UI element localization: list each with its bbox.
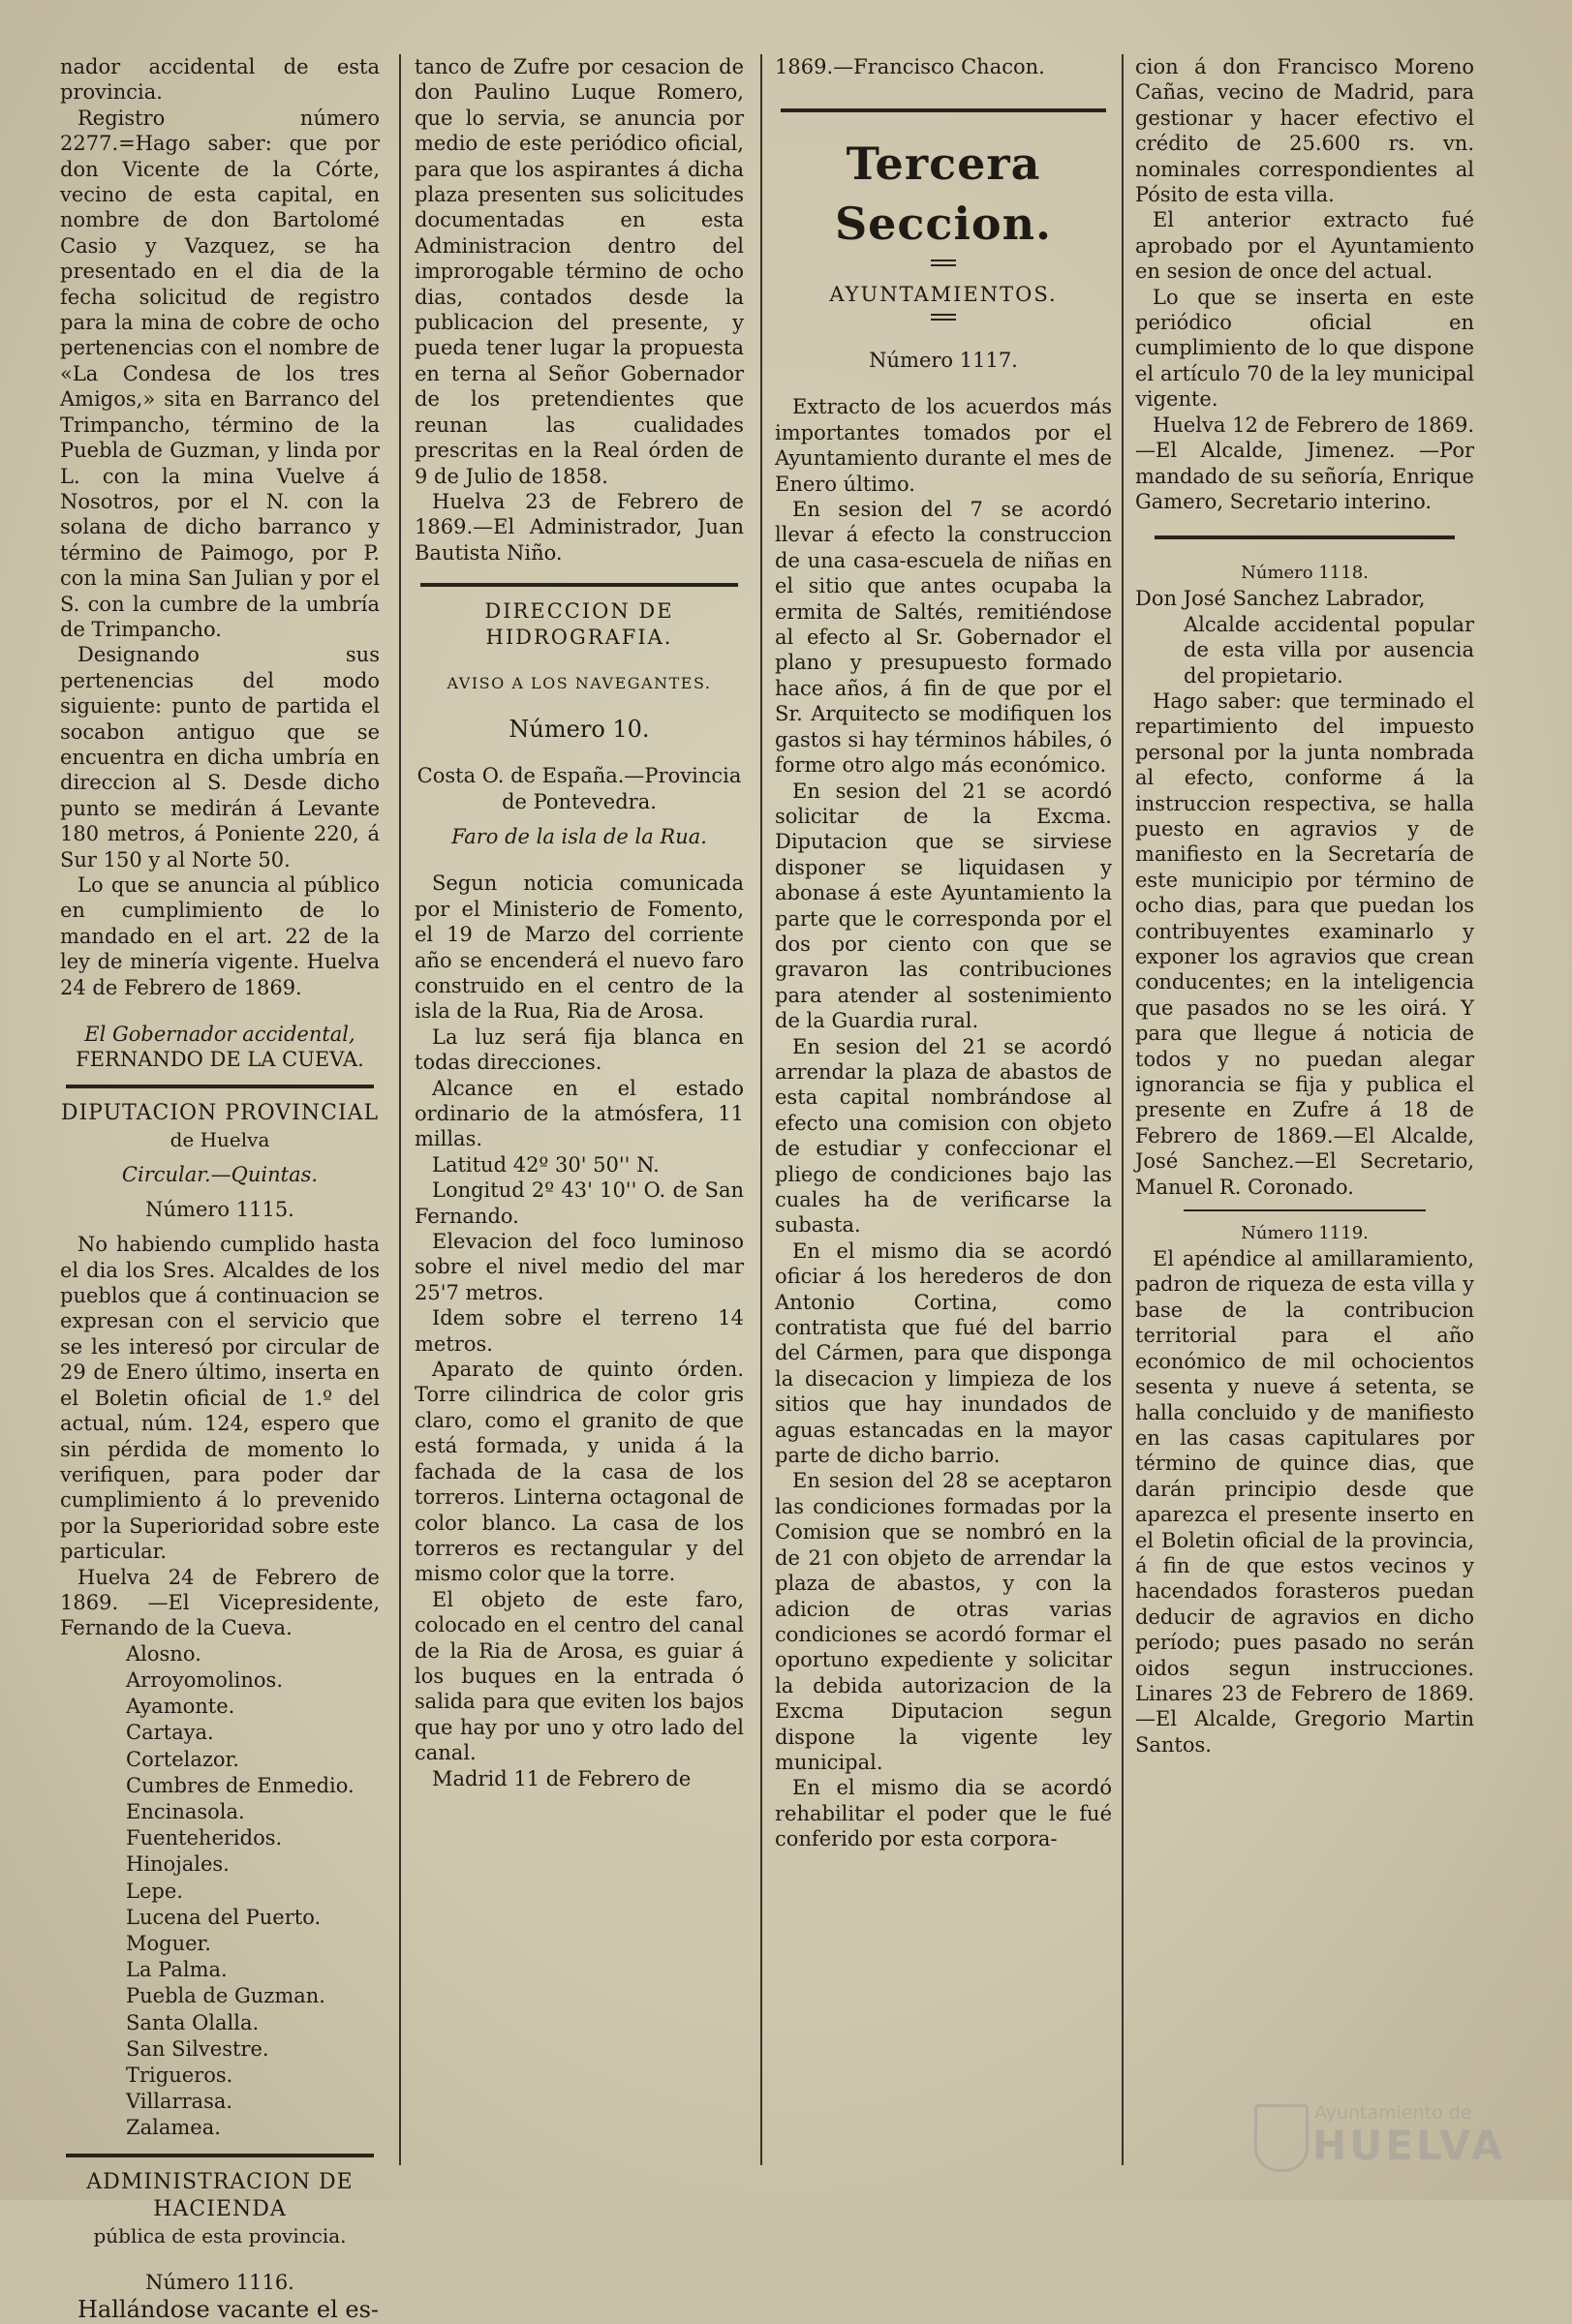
list-item: Santa Olalla. <box>126 2010 260 2034</box>
text-paragraph: Alcalde accidental popular de esta villa por ausencia del propietario. <box>1184 612 1474 688</box>
watermark-line: HUELVA <box>1312 2122 1506 2169</box>
section-subheading: Faro de la isla de la Rua. <box>451 824 707 848</box>
list-item: Fuenteheridos. <box>126 1826 283 1850</box>
list-item: Lucena del Puerto. <box>126 1905 322 1929</box>
list-item: Arroyomolinos. <box>126 1667 284 1692</box>
text-paragraph: En sesion del 7 se acordó llevar á efecto la construccion de una casa-escuela de niñas en el sitio que antes ocupaba la ermita de Saltés, remitiéndose al efecto al Sr. Gobernador el plano y presupuesto formado hace años, á fin de que por el Sr. Arquitecto se modifiquen los gastos si hay términos hábiles, ó forme otro algo más económico. <box>775 498 1112 778</box>
notice-number: Número 1115. <box>145 1198 294 1222</box>
section-rule <box>781 108 1106 112</box>
list-item: Encinasola. <box>126 1799 245 1823</box>
text-paragraph: Lo que se anuncia al público en cumplimiento de lo mandado en el art. 22 de la ley de minería vigente. Huelva 24 de Febrero de 1869. <box>60 873 380 999</box>
list-item: Lepe. <box>126 1879 183 1903</box>
text-paragraph: En el mismo dia se acordó oficiar á los herederos de don Antonio Cortina, como contratista que fué del barrio del Cármen, para que disponga la disecacion y limpieza de los sitios que hay inundados de aguas estancadas en la mayor parte de dicho barrio. <box>775 1238 1112 1468</box>
text-paragraph: El anterior extracto fué aprobado por el Ayuntamiento en sesion de once del actual. <box>1135 208 1474 284</box>
ornament-rule <box>931 314 956 321</box>
text-paragraph: Segun noticia comunicada por el Ministerio de Fomento, el 19 de Marzo del corriente año se encenderá el nuevo faro construido en el centro de la isla de la Rua, Ria de Arosa. <box>415 872 744 1024</box>
text-paragraph: En el mismo dia se acordó rehabilitar el poder que le fué conferido por esta corpora- <box>775 1776 1112 1851</box>
text-paragraph: Extracto de los acuerdos más importantes tomados por el Ayuntamiento durante el mes de Enero último. <box>775 395 1112 496</box>
list-item: Puebla de Guzman. <box>126 1984 325 2008</box>
list-item: Cartaya. <box>126 1721 214 1745</box>
section-heading: ADMINISTRACION DE HACIENDA <box>86 2169 354 2221</box>
notice-number: Número 1119. <box>1241 1223 1369 1244</box>
section-title: Tercera Seccion. <box>834 138 1053 251</box>
section-rule <box>420 583 738 587</box>
text-paragraph: tanco de Zufre por cesacion de don Paulino Luque Romero, que lo servia, se anuncia por medio de este periódico oficial, para que los aspirantes á dicha plaza presenten sus solicitudes documentadas en esta Administracion dentro del improrogable término de ocho dias, contados desde la publicacion del presente, y pueda tener lugar la propuesta en terna al Señor Gobernador de los pretendientes que reunan las cualidades prescritas en la Real órden de 9 de Julio de 1858. <box>415 55 744 488</box>
text-paragraph: Don José Sanchez Labrador, <box>1135 587 1426 611</box>
section-subheading: de Huelva <box>170 1127 270 1151</box>
column-divider <box>760 54 762 2165</box>
list-item: Cumbres de Enmedio. <box>126 1773 354 1797</box>
text-paragraph: Designando sus pertenencias del modo siguiente: punto de partida el socabon antiguo que se encuentra en dicha umbría en direccion al S. Desde dicho punto se medirán á Levante 180 metros, á Poniente 220, á Sur 150 y al Norte 50. <box>60 643 380 872</box>
column-3 <box>775 54 1112 2156</box>
section-subheading: Circular.—Quintas. <box>121 1162 319 1186</box>
section-heading: AYUNTAMIENTOS. <box>829 283 1058 307</box>
column-divider <box>1122 54 1124 2165</box>
text-paragraph: En sesion del 28 se aceptaron las condiciones formadas por la Comision que se nombró en la de 21 con objeto de arrendar la plaza de abastos, y con la adicion de otras varias condiciones se acordó formar el oportuno expediente y solicitar la debida autorizacion de la Excma Diputacion segun dispone la vigente ley municipal. <box>775 1469 1112 1774</box>
signature-name: FERNANDO DE LA CUEVA. <box>76 1048 364 1072</box>
notice-number: Número 1118. <box>1241 563 1369 584</box>
section-subheading: Costa O. de España.—Provincia de Pontevedra. <box>416 764 742 813</box>
column-divider <box>399 54 401 2165</box>
list-item: Cortelazor. <box>126 1747 239 1771</box>
list-item: Hinojales. <box>126 1852 230 1877</box>
text-paragraph: Hallándose vacante el es- <box>77 2295 380 2323</box>
list-item: Moguer. <box>126 1931 211 1955</box>
text-paragraph: Madrid 11 de Febrero de <box>432 1766 692 1790</box>
ornament-rule <box>931 260 956 266</box>
list-item: Villarrasa. <box>126 2090 233 2114</box>
notice-number: Número 1117. <box>869 349 1018 373</box>
text-paragraph: Aparato de quinto órden. Torre cilindrica de color gris claro, como el granito de que está formada, y unida á la fachada de la casa de los torreros. Linterna octagonal de color blanco. La casa de los torreros es rectangular y del mismo color que la torre. <box>415 1358 744 1586</box>
shield-icon <box>1254 2104 1309 2172</box>
text-paragraph: Registro número 2277.=Hago saber: que por don Vicente de la Córte, vecino de esta capital, en nombre de don Bartolomé Casio y Vazquez, se ha presentado en el dia de la fecha solicitud de registro para la mina de cobre de ocho pertenencias con el nombre de «La Condesa de los tres Amigos,» sita en Barranco del Trimpancho, término de la Puebla de Guzman, y linda por L. con la mina Vuelve á Nosotros, por el N. con la solana de dicho barranco y término de Paimogo, por P. con la mina San Julian y por el S. con la cumbre de la umbría de Trimpancho. <box>60 106 380 641</box>
section-heading: DIRECCION DE HIDROGRAFIA. <box>484 599 674 650</box>
text-paragraph: Latitud 42º 30' 50'' N. <box>432 1152 660 1177</box>
text-paragraph: Lo que se inserta en este periódico oficial en cumplimiento de lo que dispone el artículo 70 de la ley municipal vigente. <box>1135 285 1474 412</box>
text-paragraph: Elevacion del foco luminoso sobre el nivel medio del mar 25'7 metros. <box>415 1230 744 1304</box>
text-paragraph: Alcance en el estado ordinario de la atmósfera, 11 millas. <box>415 1076 744 1151</box>
text-paragraph: El objeto de este faro, colocado en el centro del canal de la Ria de Arosa, es guiar á los buques en la entrada ó salida para que eviten los bajos que hay por uno y otro lado del canal. <box>415 1587 744 1765</box>
text-paragraph: Longitud 2º 43' 10'' O. de San Fernando. <box>415 1178 744 1228</box>
notice-number: Número 1116. <box>145 2270 294 2294</box>
text-paragraph: En sesion del 21 se acordó solicitar de la Excma. Diputacion que se sirviese disponer se liquidasen y abonase á este Ayuntamiento la parte que le corresponda por el dos por ciento con que se gravaron las contribuciones para atender al sostenimiento de la Guardia rural. <box>775 779 1112 1033</box>
section-rule <box>66 1085 374 1088</box>
list-item: Trigueros. <box>126 2064 233 2087</box>
section-heading: DIPUTACION PROVINCIAL <box>60 1100 380 1125</box>
text-paragraph: En sesion del 21 se acordó arrendar la plaza de abastos de esta capital nombrándose al efecto una comision con objeto de estudiar y confeccionar el pliego de condiciones bajo las cuales ha de verificarse la subasta. <box>775 1034 1112 1238</box>
town-list <box>60 1641 380 2142</box>
watermark-line: Ayuntamiento de <box>1314 2102 1472 2124</box>
column-4 <box>1135 54 1474 2156</box>
text-paragraph: Huelva 24 de Febrero de 1869. —El Vicepresidente, Fernando de la Cueva. <box>60 1565 380 1640</box>
text-paragraph: Huelva 12 de Febrero de 1869.—El Alcalde, Jimenez. —Por mandado de su señoría, Enrique Gamero, Secretario interino. <box>1135 413 1474 513</box>
list-item: San Silvestre. <box>126 2036 269 2061</box>
text-paragraph: No habiendo cumplido hasta el dia los Sres. Alcaldes de los pueblos que á continuacion se expresan con el servicio que se les interesó por circular de 29 de Enero último, inserta en el Boletin oficial de 1.º del actual, núm. 124, espero que sin pérdida de momento lo verifiquen, para poder dar cumplimiento á lo prevenido por la Superioridad sobre este particular. <box>60 1233 380 1564</box>
column-1 <box>60 54 380 2323</box>
signature-title: El Gobernador accidental, <box>84 1023 355 1047</box>
text-paragraph: 1869.—Francisco Chacon. <box>775 55 1045 78</box>
text-paragraph: Idem sobre el terreno 14 metros. <box>415 1306 744 1356</box>
text-paragraph: El apéndice al amillaramiento, padron de riqueza de esta villa y base de la contribucion territorial para el año económico de mil ochocientos sesenta y nueve á setenta, se halla concluido y de manifiesto en las casas capitulares por término de quince dias, que darán principio desde que aparezca el presente inserto en el Boletin oficial de la provincia, á fin de que estos vecinos y hacendados forasteros puedan deducir de agravios en dicho período; pues pasado no serán oidos segun instrucciones. Linares 23 de Febrero de 1869.—El Alcalde, Gregorio Martin Santos. <box>1135 1247 1474 1757</box>
section-rule <box>66 2154 374 2157</box>
notice-number: Número 10. <box>509 716 650 744</box>
list-item: La Palma. <box>126 1958 228 1982</box>
section-rule <box>1155 535 1455 539</box>
list-item: Alosno. <box>126 1641 201 1666</box>
text-paragraph: cion á don Francisco Moreno Cañas, vecino de Madrid, para gestionar y hacer efectivo el crédito de 25.600 rs. vn. nominales correspondientes al Pósito de esta villa. <box>1135 55 1474 207</box>
archive-watermark <box>1254 2096 1555 2174</box>
text-paragraph: Hago saber: que terminado el repartimiento del impuesto personal por la junta nombrada al efecto, conforme á la instruccion respectiva, se halla puesto en agravios y de manifiesto en la Secretaría de este municipio por término de ocho dias, para que puedan los contribuyentes examinarlo y exponer los agravios que crean conducentes; en la inteligencia que pasados no se les oirá. Y para que llegue á noticia de todos y no puedan alegar ignorancia se fija y publica el presente en Zufre á 18 de Febrero de 1869.—El Alcalde, José Sanchez.—El Secretario, Manuel R. Coronado. <box>1135 688 1474 1199</box>
column-2 <box>415 54 744 2156</box>
section-subheading: AVISO A LOS NAVEGANTES. <box>447 674 712 693</box>
text-paragraph: La luz será fija blanca en todas direcciones. <box>415 1024 744 1075</box>
section-rule <box>1184 1209 1426 1211</box>
text-paragraph: nador accidental de esta provincia. <box>60 55 380 105</box>
text-paragraph: Huelva 23 de Febrero de 1869.—El Administrador, Juan Bautista Niño. <box>415 489 744 565</box>
list-item: Ayamonte. <box>126 1695 235 1719</box>
list-item: Zalamea. <box>126 2116 221 2140</box>
section-subheading: pública de esta provincia. <box>93 2223 347 2248</box>
